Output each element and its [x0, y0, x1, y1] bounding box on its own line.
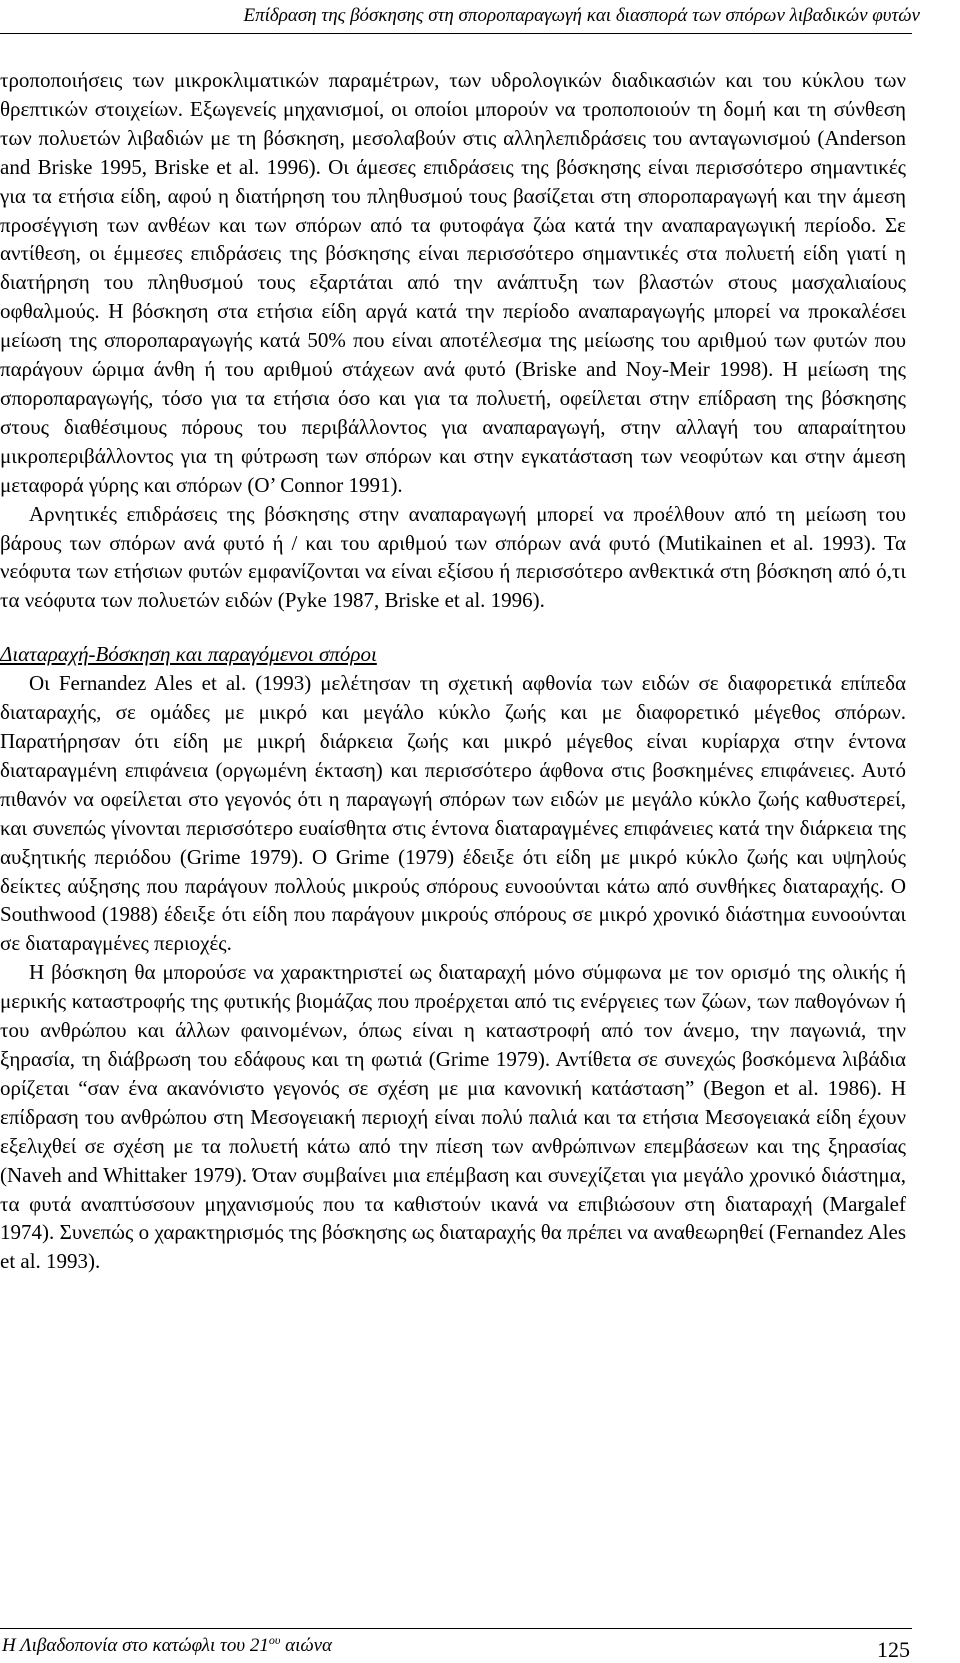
page-body	[0, 66, 906, 1276]
footer-title-text-end: αιώνα	[280, 1635, 333, 1656]
body-paragraph: τροποποιήσεις των μικροκλιματικών παραμέτρων, των υδρολογικών διαδικασιών και του κύκλου των θρεπτικών στοιχείων. Εξωγενείς μηχανισμοί, οι οποίοι μπορούν να τροποποιούν τη δομή και τη σύνθεση των πολυετών λιβαδιών με τη βόσκηση, μεσολαβούν στις αλληλεπιδράσεις του ανταγωνισμού (Anderson and Briske 1995, Briske et al. 1996). Οι άμεσες επιδράσεις της βόσκησης είναι περισσότερο σημαντικές για τα ετήσια είδη, αφού η διατήρηση του πληθυσμού τους βασίζεται στη σποροπαραγωγή και την άμεση προσέγγιση των ανθέων και των σπόρων από τα φυτοφάγα ζώα κατά την αναπαραγωγική περίοδο. Σε αντίθεση, οι έμμεσες επιδράσεις της βόσκησης είναι περισσότερο σημαντικές στα πολυετή είδη γιατί η διατήρηση του πληθυσμού τους εξαρτάται από την ανάπτυξη των βλαστών στους μασχαλιαίους οφθαλμούς. Η βόσκηση στα ετήσια είδη αργά κατά την περίοδο αναπαραγωγής μπορεί να προκαλέσει μείωση της σποροπαραγωγής κατά 50% που είναι αποτέλεσμα της μείωσης του αριθμού των φυτών που παράγουν ώριμα άνθη ή του αριθμού στάχεων ανά φυτό (Briske and Noy-Meir 1998). Η μείωση της σποροπαραγωγής, τόσο για τα ετήσια όσο και για τα πολυετή, οφείλεται στην επίδραση της βόσκησης στους διαθέσιμους πόρους του περιβάλλοντος για αναπαραγωγή, στην αλλαγή του απαραίτητου μικροπεριβάλλοντος για τη φύτρωση των σπόρων και στην εγκατάσταση των νεοφύτων και στην άμεση μεταφορά γύρης και σπόρων (O’ Connor 1991).	[0, 68, 906, 497]
running-header: Επίδραση της βόσκησης στη σποροπαραγωγή και διασπορά των σπόρων λιβαδικών φυτών	[243, 5, 920, 26]
section-heading: Διαταραχή-Βόσκηση και παραγόμενοι σπόροι	[0, 642, 377, 667]
body-paragraph: Οι Fernandez Ales et al. (1993) μελέτησαν τη σχετική αφθονία των ειδών σε διαφορετικά επίπεδα διαταραχής, σε ομάδες με μικρό και μεγάλο κύκλο ζωής και με διαφορετικό μέγεθος σπόρων. Παρατήρησαν ότι είδη με μικρή διάρκεια ζωής και μικρό μέγεθος είναι κυρίαρχα στην έντονα διαταραγμένη επιφάνεια (οργωμένη έκταση) και περισσότερο άφθονα στις βοσκημένες επιφάνειες. Αυτό πιθανόν να οφείλεται στο γεγονός ότι η παραγωγή σπόρων των ειδών με μεγάλο κύκλο ζωής καθυστερεί, και συνεπώς γίνονται περισσότερο ευαίσθητα στις έντονα διαταραγμένες επιφάνειες κατά την διάρκεια της αυξητικής περιόδου (Grime 1979). Ο Grime (1979) έδειξε ότι είδη με μικρό κύκλο ζωής και υψηλούς δείκτες αύξησης που παράγουν πολλούς μικρούς σπόρους ευνοούνται κάτω από συνθήκες διαταραχής. Ο Southwood (1988) έδειξε ότι είδη που παράγουν μικρούς σπόρους σε μικρό χρονικό διάστημα ευνοούνται σε διαταραγμένες περιοχές.	[0, 671, 906, 956]
footer-book-title	[2, 1633, 332, 1659]
body-paragraph: Αρνητικές επιδράσεις της βόσκησης στην αναπαραγωγή μπορεί να προέλθουν από τη μείωση του βάρους των σπόρων ανά φυτό ή / και του αριθμού των σπόρων ανά φυτό (Mutikainen et al. 1993). Τα νεόφυτα των ετήσιων φυτών εμφανίζονται να είναι εξίσου ή περισσότερο ανθεκτικά στη βόσκηση από ό,τι τα νεόφυτα των πολυετών ειδών (Pyke 1987, Briske et al. 1996).	[0, 501, 906, 613]
header-rule	[0, 33, 912, 34]
footer-rule	[0, 1628, 912, 1629]
body-paragraph: Η βόσκηση θα μπορούσε να χαρακτηριστεί ως διαταραχή μόνο σύμφωνα με τον ορισμό της ολικής ή μερικής καταστροφής της φυτικής βιομάζας που προέρχεται από τις ενέργειες των ζώων, των παθογόνων ή του ανθρώπου και άλλων φαινομένων, όπως είναι η καταστροφή από τον άνεμο, την παγωνιά, την ξηρασία, τη διάβρωση του εδάφους και τη φωτιά (Grime 1979). Αντίθετα σε συνεχώς βοσκόμενα λιβάδια ορίζεται “σαν ένα ακανόνιστο γεγονός σε σχέση με μια κανονική κατάσταση” (Begon et al. 1986). Η επίδραση του ανθρώπου στη Μεσογειακή περιοχή είναι πολύ παλιά και τα ετήσια Μεσογειακά είδη έχουν εξελιχθεί σε σχέση με τα πολυετή κάτω από την πίεση των ανθρώπινων επεμβάσεων και της ξηρασίας (Naveh and Whittaker 1979). Όταν συμβαίνει μια επέμβαση και συνεχίζεται για μεγάλο χρονικό διάστημα, τα φυτά αναπτύσσουν μηχανισμούς που τα καθιστούν ικανά να επιβιώσουν στη διαταραχή (Margalef 1974). Συνεπώς ο χαρακτηρισμός της βόσκησης ως διαταραχής θα πρέπει να αναθεωρηθεί (Fernandez Ales et al. 1993).	[0, 960, 906, 1274]
footer-title-superscript: ου	[268, 1633, 281, 1647]
footer-title-text: Η Λιβαδοπονία στο κατώφλι του 21	[2, 1635, 269, 1656]
page-number: 125	[877, 1637, 910, 1662]
